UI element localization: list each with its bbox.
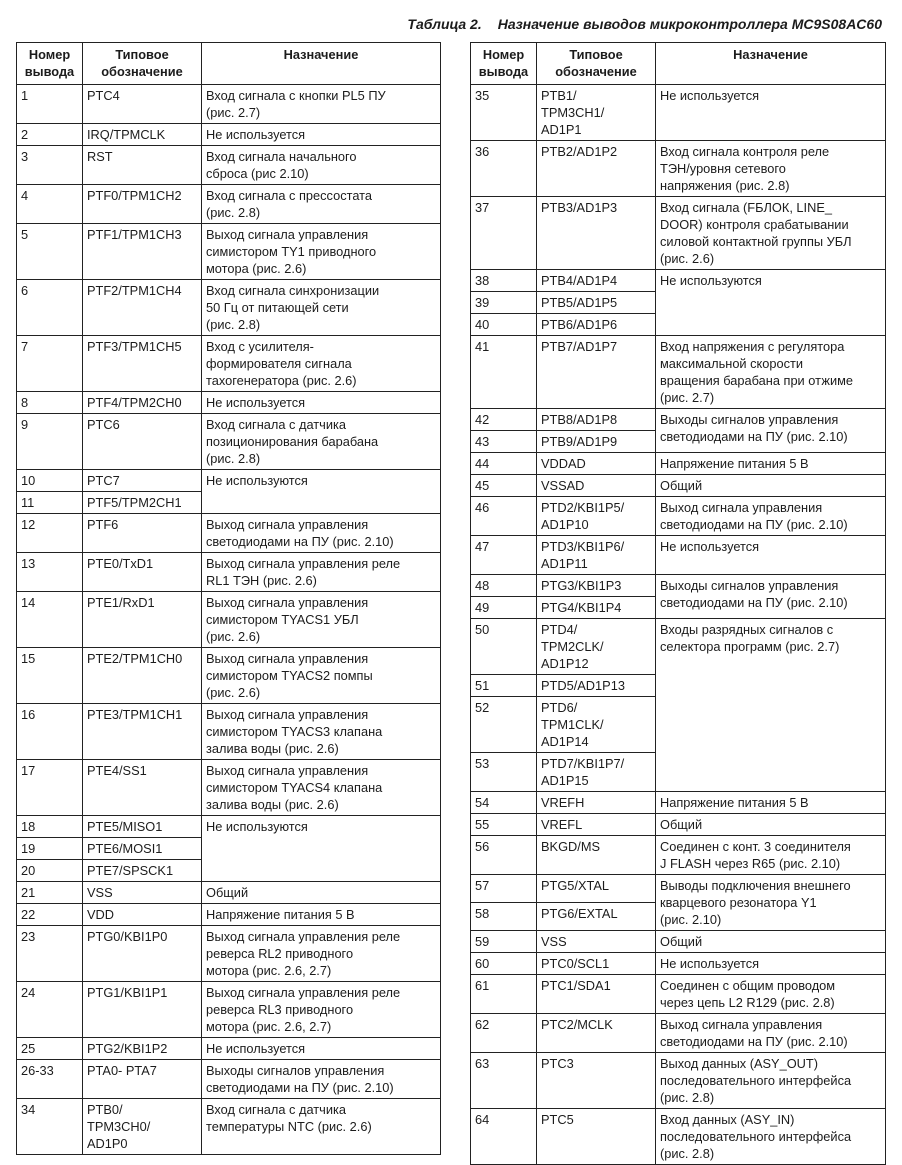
table-row (471, 453, 886, 475)
pin-purpose-cell: Вход сигнала синхронизации 50 Гц от питающей сети (рис. 2.8) (202, 280, 441, 336)
pin-purpose-cell: Общий (656, 931, 886, 953)
pin-name-cell: VSSAD (537, 475, 656, 497)
table-row (17, 760, 441, 816)
table-row (17, 470, 441, 492)
table-row (471, 1053, 886, 1109)
pin-number-cell: 51 (471, 675, 537, 697)
pin-number-cell: 35 (471, 85, 537, 141)
table-row (17, 1060, 441, 1099)
pin-name-cell: PTG0/KBI1P0 (83, 926, 202, 982)
pin-purpose-cell: Выход сигнала управления реле реверса RL2 приводного мотора (рис. 2.6, 2.7) (202, 926, 441, 982)
table-row (17, 392, 441, 414)
table-row (17, 904, 441, 926)
table-row (17, 816, 441, 838)
table-row (471, 1109, 886, 1165)
pin-number-cell: 41 (471, 336, 537, 409)
pin-name-cell: PTF5/TPM2CH1 (83, 492, 202, 514)
pin-number-cell: 11 (17, 492, 83, 514)
pin-number-cell: 3 (17, 146, 83, 185)
pin-number-cell: 59 (471, 931, 537, 953)
table-row (471, 536, 886, 575)
pin-number-cell: 22 (17, 904, 83, 926)
table-row (471, 836, 886, 875)
table-row (17, 553, 441, 592)
pin-number-cell: 14 (17, 592, 83, 648)
pin-purpose-cell: Вход сигнала с кнопки PL5 ПУ (рис. 2.7) (202, 85, 441, 124)
pin-number-cell: 43 (471, 431, 537, 453)
table-row (471, 497, 886, 536)
pin-name-cell: PTF6 (83, 514, 202, 553)
pin-number-cell: 9 (17, 414, 83, 470)
table-title: Назначение выводов микроконтроллера MC9S08AC60 (497, 16, 882, 32)
pin-number-cell: 7 (17, 336, 83, 392)
pin-name-cell: VSS (537, 931, 656, 953)
pin-purpose-cell: Не используются (202, 816, 441, 882)
pin-purpose-cell: Выводы подключения внешнего кварцевого резонатора Y1 (рис. 2.10) (656, 875, 886, 931)
pin-name-cell: PTB5/AD1P5 (537, 292, 656, 314)
pin-name-cell: PTD3/KBI1P6/ AD1P11 (537, 536, 656, 575)
pin-number-cell: 52 (471, 697, 537, 753)
pin-purpose-cell: Выходы сигналов управления светодиодами на ПУ (рис. 2.10) (202, 1060, 441, 1099)
pin-name-cell: PTD5/AD1P13 (537, 675, 656, 697)
table-row (17, 224, 441, 280)
pin-name-cell: PTC5 (537, 1109, 656, 1165)
header-name: Типовое обозначение (83, 43, 202, 85)
pin-name-cell: PTC4 (83, 85, 202, 124)
pin-number-cell: 37 (471, 197, 537, 270)
pin-number-cell: 48 (471, 575, 537, 597)
pin-purpose-cell: Общий (656, 475, 886, 497)
table-row (17, 146, 441, 185)
pin-number-cell: 13 (17, 553, 83, 592)
pin-number-cell: 6 (17, 280, 83, 336)
table-row (471, 409, 886, 431)
pin-number-cell: 46 (471, 497, 537, 536)
header-purpose: Назначение (656, 43, 886, 85)
pin-number-cell: 17 (17, 760, 83, 816)
pin-name-cell: BKGD/MS (537, 836, 656, 875)
pin-number-cell: 8 (17, 392, 83, 414)
pin-purpose-cell: Вход сигнала контроля реле ТЭН/уровня сетевого напряжения (рис. 2.8) (656, 141, 886, 197)
pin-name-cell: PTB8/AD1P8 (537, 409, 656, 431)
pin-purpose-cell: Соединен с общим проводом через цепь L2 R129 (рис. 2.8) (656, 975, 886, 1014)
pin-number-cell: 45 (471, 475, 537, 497)
table-row (471, 197, 886, 270)
table-row (17, 704, 441, 760)
pin-purpose-cell: Общий (202, 882, 441, 904)
pin-name-cell: PTD4/ TPM2CLK/ AD1P12 (537, 619, 656, 675)
pin-name-cell: PTE7/SPSCK1 (83, 860, 202, 882)
pin-name-cell: RST (83, 146, 202, 185)
pin-number-cell: 49 (471, 597, 537, 619)
pin-name-cell: PTA0- PTA7 (83, 1060, 202, 1099)
pin-name-cell: VDD (83, 904, 202, 926)
table-body-left (17, 85, 441, 1155)
pin-number-cell: 21 (17, 882, 83, 904)
pin-purpose-cell: Выход сигнала управления светодиодами на ПУ (рис. 2.10) (656, 1014, 886, 1053)
pin-name-cell: PTF1/TPM1CH3 (83, 224, 202, 280)
pin-number-cell: 1 (17, 85, 83, 124)
pin-name-cell: PTB6/AD1P6 (537, 314, 656, 336)
pin-purpose-cell: Не используется (202, 392, 441, 414)
table-row (471, 1014, 886, 1053)
table-row (17, 514, 441, 553)
table-row (17, 1099, 441, 1155)
table-row (17, 280, 441, 336)
pin-number-cell: 2 (17, 124, 83, 146)
pin-name-cell: PTE1/RxD1 (83, 592, 202, 648)
pin-name-cell: PTF2/TPM1CH4 (83, 280, 202, 336)
table-row (17, 926, 441, 982)
pin-purpose-cell: Входы разрядных сигналов с селектора программ (рис. 2.7) (656, 619, 886, 792)
table-row (471, 875, 886, 903)
pin-number-cell: 16 (17, 704, 83, 760)
table-row (471, 953, 886, 975)
pin-name-cell: PTG1/KBI1P1 (83, 982, 202, 1038)
table-row (17, 185, 441, 224)
pin-number-cell: 56 (471, 836, 537, 875)
pin-number-cell: 5 (17, 224, 83, 280)
pin-name-cell: PTB4/AD1P4 (537, 270, 656, 292)
pin-name-cell: IRQ/TPMCLK (83, 124, 202, 146)
pin-purpose-cell: Напряжение питания 5 В (656, 453, 886, 475)
pin-purpose-cell: Вход напряжения с регулятора максимальной скорости вращения барабана при отжиме (рис. 2.7) (656, 336, 886, 409)
pin-number-cell: 54 (471, 792, 537, 814)
pin-name-cell: PTD2/KBI1P5/ AD1P10 (537, 497, 656, 536)
table-row (17, 336, 441, 392)
pin-number-cell: 55 (471, 814, 537, 836)
pin-purpose-cell: Не используется (656, 536, 886, 575)
header-pin: Номер вывода (471, 43, 537, 85)
pin-number-cell: 44 (471, 453, 537, 475)
pin-purpose-cell: Напряжение питания 5 В (202, 904, 441, 926)
pin-name-cell: VREFH (537, 792, 656, 814)
pin-name-cell: PTE0/TxD1 (83, 553, 202, 592)
header-name: Типовое обозначение (537, 43, 656, 85)
pin-name-cell: PTB1/ TPM3CH1/ AD1P1 (537, 85, 656, 141)
table-row (17, 1038, 441, 1060)
pin-number-cell: 60 (471, 953, 537, 975)
table-row (471, 336, 886, 409)
pin-purpose-cell: Не используется (656, 85, 886, 141)
pin-name-cell: PTC1/SDA1 (537, 975, 656, 1014)
table-row (471, 814, 886, 836)
pin-name-cell: PTB3/AD1P3 (537, 197, 656, 270)
table-row (471, 792, 886, 814)
pin-name-cell: PTD6/ TPM1CLK/ AD1P14 (537, 697, 656, 753)
pin-purpose-cell: Вход сигнала с датчика температуры NTC (рис. 2.6) (202, 1099, 441, 1155)
pin-table-left (16, 42, 441, 1155)
header-pin: Номер вывода (17, 43, 83, 85)
pin-name-cell: PTC3 (537, 1053, 656, 1109)
pin-purpose-cell: Не используются (656, 270, 886, 336)
pin-number-cell: 64 (471, 1109, 537, 1165)
pin-name-cell: PTC6 (83, 414, 202, 470)
pin-name-cell: PTE2/TPM1CH0 (83, 648, 202, 704)
table-row (471, 475, 886, 497)
table-row (471, 975, 886, 1014)
pin-number-cell: 42 (471, 409, 537, 431)
pin-purpose-cell: Выход сигнала управления реле RL1 ТЭН (рис. 2.6) (202, 553, 441, 592)
pin-name-cell: PTC0/SCL1 (537, 953, 656, 975)
pin-number-cell: 24 (17, 982, 83, 1038)
pin-name-cell: PTG6/EXTAL (537, 903, 656, 931)
pin-number-cell: 12 (17, 514, 83, 553)
pin-number-cell: 58 (471, 903, 537, 931)
table-row (17, 592, 441, 648)
pin-purpose-cell: Выходы сигналов управления светодиодами на ПУ (рис. 2.10) (656, 409, 886, 453)
pin-purpose-cell: Не используются (202, 470, 441, 514)
pin-number-cell: 20 (17, 860, 83, 882)
pin-purpose-cell: Выход сигнала управления симистором TYACS2 помпы (рис. 2.6) (202, 648, 441, 704)
table-row (471, 141, 886, 197)
pin-name-cell: VREFL (537, 814, 656, 836)
pin-number-cell: 53 (471, 753, 537, 792)
table-row (471, 575, 886, 597)
pin-purpose-cell: Выход сигнала управления симистором TYACS4 клапана залива воды (рис. 2.6) (202, 760, 441, 816)
pin-purpose-cell: Выход сигнала управления симистором TYACS1 УБЛ (рис. 2.6) (202, 592, 441, 648)
pin-number-cell: 18 (17, 816, 83, 838)
pin-purpose-cell: Вход сигнала с датчика позиционирования барабана (рис. 2.8) (202, 414, 441, 470)
pin-purpose-cell: Вход данных (ASY_IN) последовательного интерфейса (рис. 2.8) (656, 1109, 886, 1165)
pin-name-cell: PTD7/KBI1P7/ AD1P15 (537, 753, 656, 792)
pin-purpose-cell: Соединен с конт. 3 соединителя J FLASH через R65 (рис. 2.10) (656, 836, 886, 875)
pin-purpose-cell: Вход сигнала с прессостата (рис. 2.8) (202, 185, 441, 224)
pin-purpose-cell: Выход сигнала управления симистором TY1 приводного мотора (рис. 2.6) (202, 224, 441, 280)
pin-number-cell: 36 (471, 141, 537, 197)
pin-name-cell: PTB0/ TPM3CH0/ AD1P0 (83, 1099, 202, 1155)
pin-purpose-cell: Выход сигнала управления светодиодами на ПУ (рис. 2.10) (656, 497, 886, 536)
pin-purpose-cell: Выход сигнала управления светодиодами на ПУ (рис. 2.10) (202, 514, 441, 553)
pin-number-cell: 15 (17, 648, 83, 704)
pin-name-cell: PTC2/MCLK (537, 1014, 656, 1053)
table-body-right (471, 85, 886, 1165)
table-row (471, 85, 886, 141)
pin-number-cell: 26-33 (17, 1060, 83, 1099)
pin-name-cell: VSS (83, 882, 202, 904)
pin-purpose-cell: Выход данных (ASY_OUT) последовательного интерфейса (рис. 2.8) (656, 1053, 886, 1109)
pin-number-cell: 39 (471, 292, 537, 314)
pin-name-cell: PTG2/KBI1P2 (83, 1038, 202, 1060)
pin-number-cell: 10 (17, 470, 83, 492)
table-row (17, 414, 441, 470)
table-row (471, 619, 886, 675)
pin-purpose-cell: Не используется (202, 1038, 441, 1060)
header-purpose: Назначение (202, 43, 441, 85)
pin-purpose-cell: Не используется (202, 124, 441, 146)
pin-purpose-cell: Не используется (656, 953, 886, 975)
pin-purpose-cell: Выходы сигналов управления светодиодами на ПУ (рис. 2.10) (656, 575, 886, 619)
pin-purpose-cell: Выход сигнала управления симистором TYACS3 клапана залива воды (рис. 2.6) (202, 704, 441, 760)
pin-number-cell: 40 (471, 314, 537, 336)
pin-number-cell: 47 (471, 536, 537, 575)
table-row (471, 931, 886, 953)
pin-name-cell: PTC7 (83, 470, 202, 492)
table-header-row (471, 43, 886, 85)
table-number: Таблица 2. (407, 16, 482, 32)
pin-purpose-cell: Вход с усилителя- формирователя сигнала тахогенератора (рис. 2.6) (202, 336, 441, 392)
pin-name-cell: PTB7/AD1P7 (537, 336, 656, 409)
pin-purpose-cell: Выход сигнала управления реле реверса RL3 приводного мотора (рис. 2.6, 2.7) (202, 982, 441, 1038)
table-row (17, 982, 441, 1038)
table-row (17, 882, 441, 904)
table-caption (407, 16, 882, 32)
pin-name-cell: VDDAD (537, 453, 656, 475)
pin-name-cell: PTE3/TPM1CH1 (83, 704, 202, 760)
pin-number-cell: 23 (17, 926, 83, 982)
table-row (471, 270, 886, 292)
table-row (17, 85, 441, 124)
pin-purpose-cell: Напряжение питания 5 В (656, 792, 886, 814)
pin-number-cell: 4 (17, 185, 83, 224)
pin-number-cell: 19 (17, 838, 83, 860)
pin-purpose-cell: Вход сигнала (FБЛОК, LINE_ DOOR) контроля срабатывании силовой контактной группы УБЛ (рис. 2.6) (656, 197, 886, 270)
table-header-row (17, 43, 441, 85)
pin-name-cell: PTF4/TPM2CH0 (83, 392, 202, 414)
pin-number-cell: 38 (471, 270, 537, 292)
table-row (17, 648, 441, 704)
pin-name-cell: PTB2/AD1P2 (537, 141, 656, 197)
pin-name-cell: PTG4/KBI1P4 (537, 597, 656, 619)
pin-table-right (470, 42, 886, 1165)
pin-number-cell: 50 (471, 619, 537, 675)
pin-number-cell: 62 (471, 1014, 537, 1053)
pin-name-cell: PTB9/AD1P9 (537, 431, 656, 453)
pin-name-cell: PTG3/KBI1P3 (537, 575, 656, 597)
pin-number-cell: 57 (471, 875, 537, 903)
pin-name-cell: PTE4/SS1 (83, 760, 202, 816)
pin-name-cell: PTE6/MOSI1 (83, 838, 202, 860)
pin-name-cell: PTG5/XTAL (537, 875, 656, 903)
pin-number-cell: 25 (17, 1038, 83, 1060)
pin-name-cell: PTE5/MISO1 (83, 816, 202, 838)
pin-name-cell: PTF3/TPM1CH5 (83, 336, 202, 392)
pin-purpose-cell: Вход сигнала начального сброса (рис 2.10) (202, 146, 441, 185)
pin-purpose-cell: Общий (656, 814, 886, 836)
pin-number-cell: 63 (471, 1053, 537, 1109)
table-row (17, 124, 441, 146)
pin-name-cell: PTF0/TPM1CH2 (83, 185, 202, 224)
pin-number-cell: 61 (471, 975, 537, 1014)
pin-number-cell: 34 (17, 1099, 83, 1155)
